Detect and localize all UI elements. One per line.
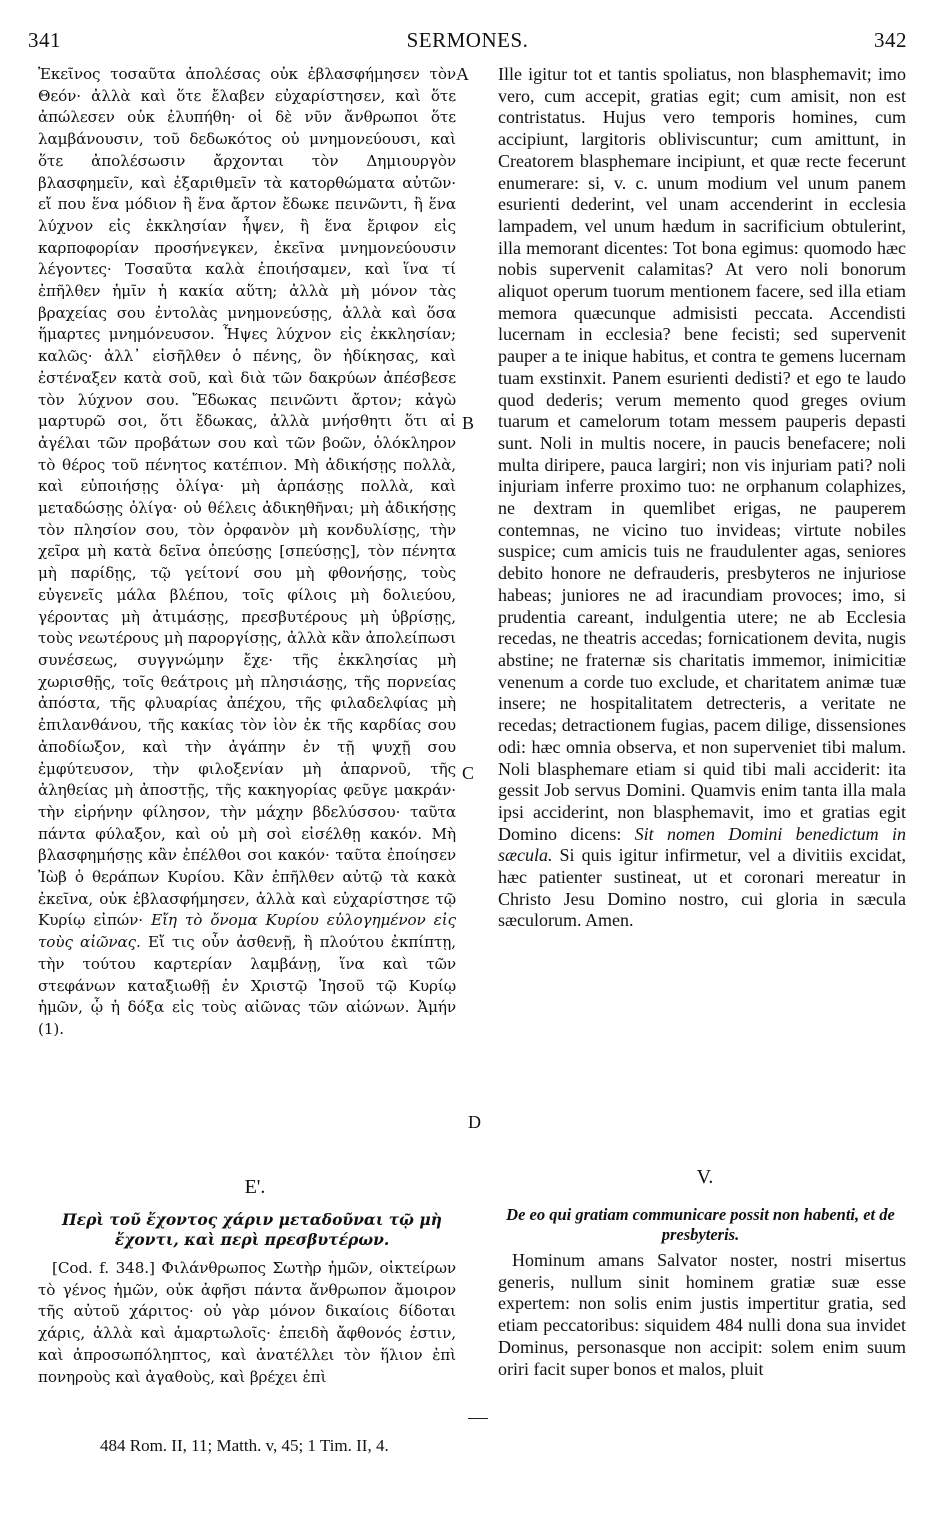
footnote: 484 Rom. II, 11; Matth. v, 45; 1 Tim. II, 4. [100,1436,389,1455]
margin-letter-a: A [456,64,469,84]
page-number-left: 341 [28,28,61,52]
greek-section-number: Ε'. [244,1176,266,1198]
latin-column [498,64,906,1114]
margin-letter-d: D [468,1112,481,1132]
latin-section-number: V. [696,1166,714,1188]
latin-section-body [498,1250,906,1400]
latin-text: Ille igitur tot et tantis spoliatus, non blasphemavit; imo vero, cum accepit, gratias egit; cum amisit, non est contristatus. Hujus vero temporis homines, cum accipiunt, largitoris obliviscuntur; cum amittunt, in Creatorem blasphemare incipiunt, et quæ recte fecerunt enumerare: si, v. c. unum modium vel unum panem esurienti dederint, vel unam accenderint in ecclesia lampadem, vel unum hædum in sacrificium obtulerint, illa memorant dicentes: Tot bona egimus: quomodo hæc nobis supervenit calamitas? At vero noli bonorum aliquot operum tuorum mentionem facere, sed illa etiam memora quæcunque admisisti peccata. Accendisti lucernam in ecclesia? bene fecisti; sed supervenit pauper a te inique habitus, et contra te gemens lucernam tuam exstinxit. Panem esurienti dedisti? et ego te laudo quod dederis; verum memento quod greges ovium tuarum et camelorum totam messem pauperis depasti sunt. Noli in multis nocere, in paucis benefacere; noli multa diripere, pauca largiri; non vis injuriam pati? noli injuriam inferre proximo tuo: ne orphanum colaphizes, ne dextram in quemlibet erigas, ne pauperem contemnas, ne vicino tuo invideas; virtute nobiles suspice; cum amicis tuis ne fraudulenter agas, seniores debito honore ne defrauderis, presbyteros ne injuriose habeas; juniores ne ad iracundiam provoces; imo, si prudentia careant, indulgentia utere; ne ab Ecclesia recedas, ne theatris accedas; fornicationem devita, nugis abstine; ne fraternæ sis charitatis immemor, inimicitiæ venenum a corde tuo exclude, et charitatem animæ tuæ insere; ne hospitalitatem detrecteris, a veritate ne recedas; detractionem fugias, pacem dilige, dissensiones odi: hæc omnia observa, et non superveniet tibi malum. Noli blasphemare etiam si quid tibi mali acciderit: ita gessit Job servus Domini. Quamvis enim tanta illa mala ipsi acciderint, non blasphemavit, imo et gratias egit Domino dicens: [498,64,906,844]
greek-section-paragraph: [Cod. f. 348.] Φιλάνθρωπος Σωτὴρ ἡμῶν, οἰκτείρων τὸ γένος ἡμῶν, οὐκ ἀφῆσι πάντα ἄνθρωπον ἄμοιρον τῆς αὐτοῦ χάριτος· οὐ γὰρ μόνον δικαίοις δίδοται χάρις, ἀλλὰ καὶ ἁμαρτωλοῖς· ἐπειδὴ ἄφθονός ἐστιν, καὶ ἀπροσωπόληπτος, καὶ ἀνατέλλει τὸν ἥλιον ἐπὶ πονηροὺς καὶ ἀγαθοὺς, καὶ βρέχει ἐπὶ [38,1259,456,1386]
running-title: SERMONES. [406,28,529,52]
latin-scripture-quote: Sit nomen Domini benedictum in sæcula. [498,823,906,866]
margin-letter-c: C [462,763,475,783]
page-number-right: 342 [874,28,907,52]
latin-text-end: Si quis igitur infirmetur, vel a divitiis excidat, hæc patienter sustineat, ut et coronari mereatur in Christo Jesu Domino nostro, cui gloria in sæcula sæculorum. Amen. [498,845,906,931]
margin-letter-b: B [462,413,475,433]
greek-paragraph [38,64,456,1041]
latin-section-title: De eo qui gratiam communicare possit non habenti, et de presbyteris. [506,1205,895,1244]
running-header [28,28,907,58]
greek-text-end: Εἴ τις οὖν ἀσθενῇ, ἢ πλούτου ἐκπίπτῃ, τὴν τούτου καρτερίαν λαμβάνῃ, ἵνα καὶ τῶν στεφάνων καταξιωθῇ ἐν Χριστῷ Ἰησοῦ τῷ Κυρίῳ ἡμῶν, ᾧ ἡ δόξα εἰς τοὺς αἰῶνας τῶν αἰώνων. Ἀμήν (1). [38,933,456,1038]
greek-section-title: Περὶ τοῦ ἔχοντος χάριν μεταδοῦναι τῷ μὴ ἔχοντι, καὶ περὶ πρεσβυτέρων. [62,1210,442,1249]
footnote-rule [468,1418,488,1419]
greek-text: Ἐκεῖνος τοσαῦτα ἀπολέσας οὐκ ἐβλασφήμησεν τὸν Θεόν· ἀλλὰ καὶ ὅτε ἔλαβεν εὐχαρίστησεν, καὶ ὅτε ἀπώλεσεν οὐκ ἐλυπήθη· οἱ δὲ νῦν ἄνθρωποι ὅτε λαμβάνουσιν, τοῦ δεδωκότος οὐ μνημονεύουσι, καὶ ὅτε ἀπολέσωσιν ἄρχονται τὸν Δημιουργὸν βλασφημεῖν, καὶ ἐξαριθμεῖν τὰ κατορθώματα αὐτῶν· εἴ που ἕνα μόδιον ἢ ἕνα ἄρτον ἔδωκε πεινῶντι, ἢ ἕνα λύχνον εἰς ἐκκλησίαν ἧψεν, ἢ ἕνα ἔριφον εἰς καρποφορίαν προσήνεγκεν, ἐκεῖνα μνημονεύουσιν λέγοντες· Τοσαῦτα καλὰ ἐποιήσαμεν, καὶ ἵνα τί ἐπῆλθεν ἡμῖν ἡ κακία αὕτη; ἀλλὰ μὴ μόνον τὰς βραχείας σου ἐντολὰς μνημονεύσῃς, ἀλλὰ καὶ ὅσα ἥμαρτες μνημόνευσον. Ἧψες λύχνον εἰς ἐκκλησίαν; καλῶς· ἀλλ᾽ εἰσῆλθεν ὁ πένης, ὃν ἠδίκησας, καὶ ἐστέναξεν κατὰ σοῦ, καὶ διὰ τῶν δακρύων ἀπέσβεσε τὸν λύχνον σου. Ἔδωκας πεινῶντι ἄρτον; κἀγὼ μαρτυρῶ σοι, ὅτι ἔδωκας, ἀλλὰ μνήσθητι ὅτι αἱ ἀγέλαι τῶν προβάτων σου καὶ τῶν βοῶν, ὁλόκληρον τὸ θέρος τοῦ πένητος κατέπιον. Μὴ ἀδικήσῃς πολλὰ, καὶ εὐποιήσῃς ὀλίγα· μὴ ἁρπάσῃς πολλὰ, καὶ μεταδώσῃς ὀλίγα· οὐ θέλεις ἀδικηθῆναι; μὴ ἀδικήσῃς τὸν πλησίον σου, τὸν ὀρφανὸν μὴ κονδυλίσῃς, τὴν χεῖρα μὴ κατὰ δεῖνα ὀπεύσῃς [σπεύσῃς], τὸν πένητα μὴ παρίδῃς, τῷ γείτονί σου μὴ φθονήσῃς, τοὺς εὐγενεῖς μάλα βλέπου, τοῖς φίλοις μὴ δολιεύου, γέροντας μὴ ἀτιμάσῃς, πρεσβυτέρους μὴ ὑβρίσῃς, τοὺς νεωτέρους μὴ παροργίσῃς, ἀλλὰ κἂν ἀπολείπωσι συνέσεως, συγγνώμην ἔχε· τῆς ἐκκλησίας μὴ χωρισθῇς, τοῖς θεάτροις μὴ πλησιάσῃς, τῆς πορνείας ἀπόστα, τῆς φλυαρίας ἀπέχου, τῆς φιλαδελφίας μὴ ἐπιλανθάνου, τῆς κακίας τὸν ἰὸν ἐκ τῆς καρδίας σου ἀποδίωξον, καὶ τὴν ἀγάπην ἐν τῇ ψυχῇ σου ἐμφύτευσον, τὴν φιλοξενίαν μὴ ἀπαρνοῦ, τῆς ἀληθείας μὴ ἀποστῇς, τῆς κακηγορίας φεῦγε μακράν· τὴν εἰρήνην φίλησον, τὴν μάχην βδελύσσου· ταῦτα πάντα φύλαξον, καὶ οὐ μὴ σοὶ εἰσέλθῃ κακόν. Μὴ βλασφημήσῃς κἂν ἐπέλθοι σοι κακόν· ταῦτα ἐποίησεν Ἰὼβ ὁ θεράπων Κυρίου. Κἂν ἐπῆλθεν αὐτῷ τὰ κακὰ ἐκεῖνα, οὐκ ἐβλασφήμησεν, ἀλλὰ καὶ εὐχαρίστησε τῷ Κυρίῳ εἰπών· [38,65,456,930]
greek-scripture-quote: Εἴη τὸ ὄνομα Κυρίου εὐλογημένον εἰς τοὺς αἰῶνας. [38,911,456,952]
latin-paragraph [498,64,906,932]
latin-section-paragraph: Hominum amans Salvator noster, nostri misertus generis, nullum sinit hominem gratiæ suæ esse expertem: non solis enim justis impertitur gratia, sed etiam peccatoribus: siquidem 484 nulli dona sua invidet Dominus, personasque non accipit: solem enim suum oriri facit super bonos et malos, pluit [498,1250,906,1379]
greek-section-body [38,1258,456,1408]
greek-column [38,64,456,1154]
